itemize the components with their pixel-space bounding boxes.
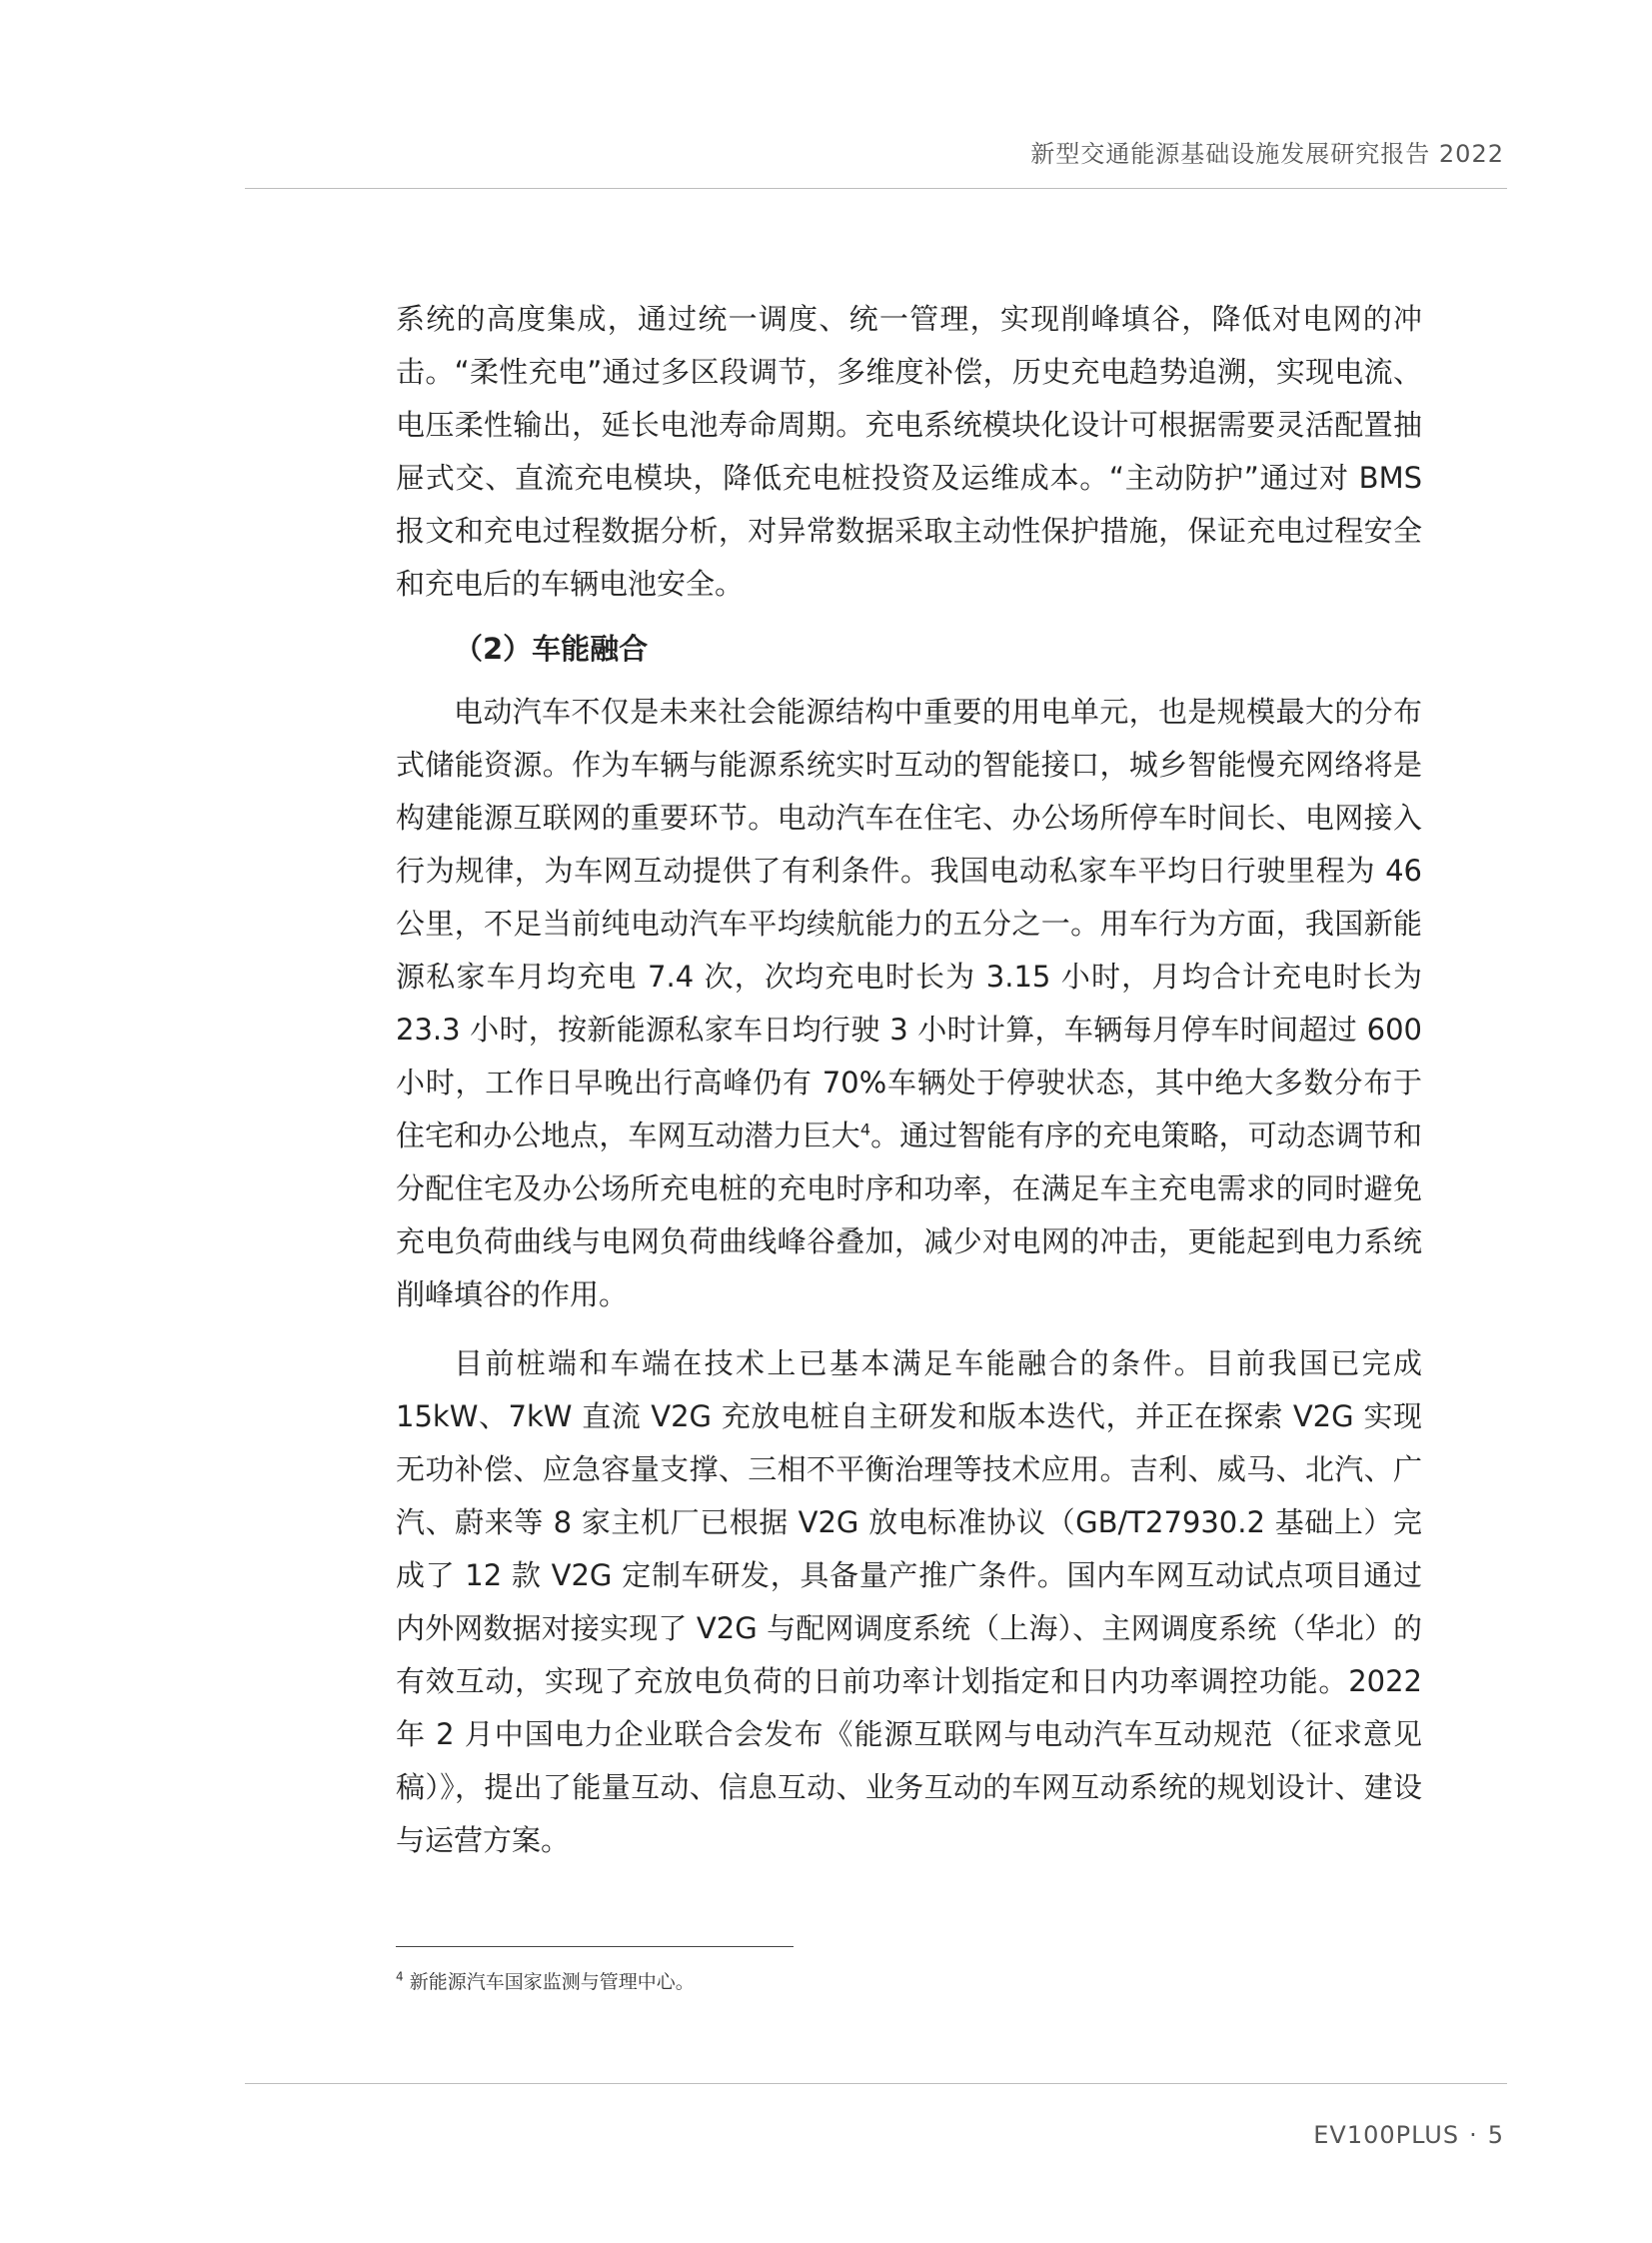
page-footer xyxy=(1313,2121,1504,2149)
body-paragraph-3: 目前桩端和车端在技术上已基本满足车能融合的条件。目前我国已完成 15kW、7kW 直流 V2G 充放电桩自主研发和版本迭代，并正在探索 V2G 实现无功补偿、应急容量支撑、三相不平衡治理等技术应用。吉利、威马、北汽、广汽、蔚来等 8 家主机厂已根据 V2G 放电标准协议（GB/T27930.2 基础上）完成了 12 款 V2G 定制车研发，具备量产推广条件。国内车网互动试点项目通过内外网数据对接实现了 V2G 与配网调度系统（上海）、主网调度系统（华北）的有效互动，实现了充放电负荷的日前功率计划指定和日内功率调控功能。2022 年 2 月中国电力企业联合会发布《能源互联网与电动汽车互动规范（征求意见稿）》，提出了能量互动、信息互动、业务互动的车网互动系统的规划设计、建设与运营方案。 xyxy=(396,1346,1422,1857)
page-number: 5 xyxy=(1487,2121,1504,2149)
footnote-text: 新能源汽车国家监测与管理中心。 xyxy=(409,1971,695,1993)
section-heading: （2）车能融合 xyxy=(454,632,649,666)
body-paragraph-2-part-1: 电动汽车不仅是未来社会能源结构中重要的用电单元，也是规模最大的分布式储能资源。作为车辆与能源系统实时互动的智能接口，城乡智能慢充网络将是构建能源互联网的重要环节。电动汽车在住宅、办公场所停车时间长、电网接入行为规律，为车网互动提供了有利条件。我国电动私家车平均日行驶里程为 46 公里，不足当前纯电动汽车平均续航能力的五分之一。用车行为方面，我国新能源私家车月均充电 7.4 次，次均充电时长为 3.15 小时，月均合计充电时长为 23.3 小时，按新能源私家车日均行驶 3 小时计算，车辆每月停车时间超过 600 小时，工作日早晚出行高峰仍有 70%车辆处于停驶状态，其中绝大多数分布于住宅和办公地点，车网互动潜力巨大 xyxy=(396,695,1422,1152)
header-divider xyxy=(245,188,1507,189)
footer-separator: · xyxy=(1469,2121,1478,2149)
footer-brand: EV100PLUS xyxy=(1313,2121,1460,2149)
footnote xyxy=(396,1967,695,1994)
running-header-title: 新型交通能源基础设施发展研究报告 2022 xyxy=(1030,140,1504,168)
footnote-reference[interactable]: 4 xyxy=(859,1120,871,1139)
body-paragraph-2 xyxy=(396,686,1422,1321)
footnote-divider xyxy=(396,1946,794,1947)
body-paragraph-2-part-2: 。通过智能有序的充电策略，可动态调节和分配住宅及办公场所充电桩的充电时序和功率，在满足车主充电需求的同时避免充电负荷曲线与电网负荷曲线峰谷叠加，减少对电网的冲击，更能起到电力系统削峰填谷的作用。 xyxy=(396,1119,1422,1311)
main-content xyxy=(396,293,1422,1867)
body-paragraph-1: 系统的高度集成，通过统一调度、统一管理，实现削峰填谷，降低对电网的冲击。“柔性充电”通过多区段调节，多维度补偿，历史充电趋势追溯，实现电流、电压柔性输出，延长电池寿命周期。充电系统模块化设计可根据需要灵活配置抽屉式交、直流充电模块，降低充电桩投资及运维成本。“主动防护”通过对 BMS 报文和充电过程数据分析，对异常数据采取主动性保护措施，保证充电过程安全和充电后的车辆电池安全。 xyxy=(396,302,1422,601)
footer-divider xyxy=(245,2083,1507,2084)
footnote-marker: 4 xyxy=(396,1969,404,1984)
